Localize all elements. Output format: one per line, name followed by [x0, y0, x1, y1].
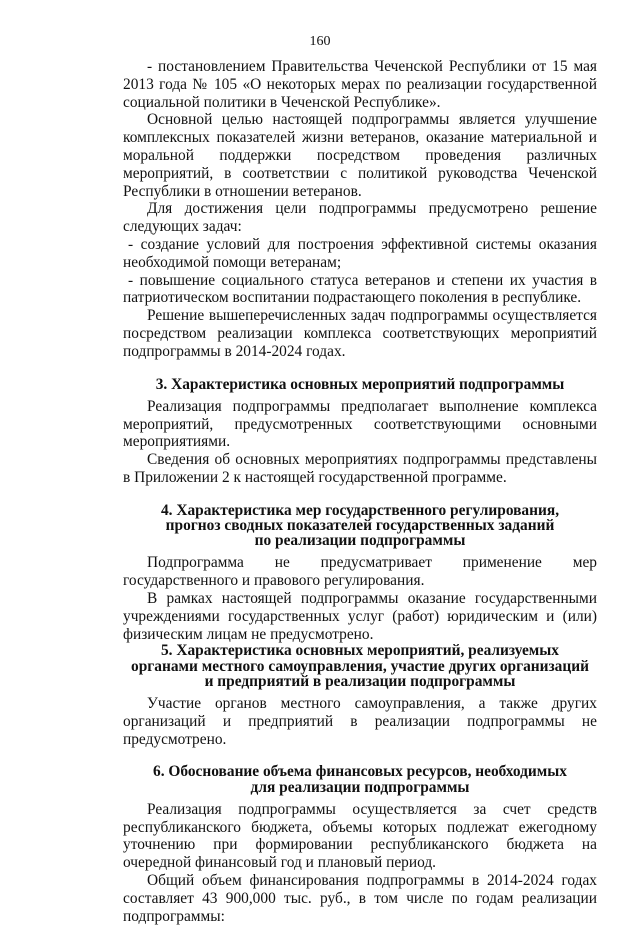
heading-line: прогноз сводных показателей государственных заданий — [165, 516, 555, 534]
paragraph: - постановлением Правительства Чеченской Республики от 15 мая 2013 года № 105 «О некоторых мерах по реализации государственной социальной политики в Чеченской Республике». — [123, 58, 597, 111]
section-heading — [123, 643, 597, 689]
paragraph: Участие органов местного самоуправления, а также других организаций и предприятий в реализации подпрограммы не предусмотрено. — [123, 694, 597, 748]
heading-line: органами местного самоуправления, участие других организаций — [131, 657, 589, 675]
section-heading — [123, 503, 597, 549]
list-item: - повышение социального статуса ветеранов и степени их участия в патриотическом воспитании подрастающего поколения в республике. — [123, 271, 597, 307]
section-heading — [123, 764, 597, 794]
paragraph: В рамках настоящей подпрограммы оказание государственными учреждениями государственных услуг (работ) юридическим и (или) физическим лицам не предусмотрено. — [123, 589, 597, 643]
section-heading: 3. Характеристика основных мероприятий подпрограммы — [155, 375, 565, 393]
heading-line: 6. Обоснование объема финансовых ресурсов, необходимых — [153, 763, 567, 781]
paragraph: Реализация подпрограммы осуществляется за счет средств республиканского бюджета, объемы которых подлежат ежегодному уточнению при формировании республиканского бюджета на очередной финансовый год и плановый период. — [123, 800, 597, 872]
heading-line: и предприятий в реализации подпрограммы — [204, 672, 516, 690]
heading-line: для реализации подпрограммы — [250, 778, 470, 796]
page-number: 160 — [309, 34, 331, 49]
paragraph: Сведения об основных мероприятиях подпрограммы представлены в Приложении 2 к настоящей государственной программе. — [123, 451, 597, 486]
paragraph: Для достижения цели подпрограммы предусмотрено решение следующих задач: — [123, 200, 597, 236]
heading-line: по реализации подпрограммы — [254, 532, 466, 550]
heading-line: 5. Характеристика основных мероприятий, реализуемых — [160, 642, 560, 660]
paragraph: Основной целью настоящей подпрограммы является улучшение комплексных показателей жизни ветеранов, оказание материальной и моральной поддержки посредством проведения различных мероприятий, в соответствии с политикой руководства Чеченской Республики в отношении ветеранов. — [123, 111, 597, 200]
document-body — [123, 58, 597, 925]
heading-line: 4. Характеристика мер государственного регулирования, — [160, 501, 560, 519]
paragraph: Реализация подпрограммы предполагает выполнение комплекса мероприятий, предусмотренных соответствующими основными мероприятиями. — [123, 397, 597, 451]
list-item: - создание условий для построения эффективной системы оказания необходимой помощи ветеранам; — [123, 235, 597, 271]
paragraph: Общий объем финансирования подпрограммы в 2014-2024 годах составляет 43 900,000 тыс. руб., в том числе по годам реализации подпрограммы: — [123, 871, 597, 925]
paragraph: Решение вышеперечисленных задач подпрограммы осуществляется посредством реализации комплекса соответствующих мероприятий подпрограммы в 2014-2024 годах. — [123, 307, 597, 360]
paragraph: Подпрограмма не предусматривает применение мер государственного и правового регулирования. — [123, 554, 597, 590]
